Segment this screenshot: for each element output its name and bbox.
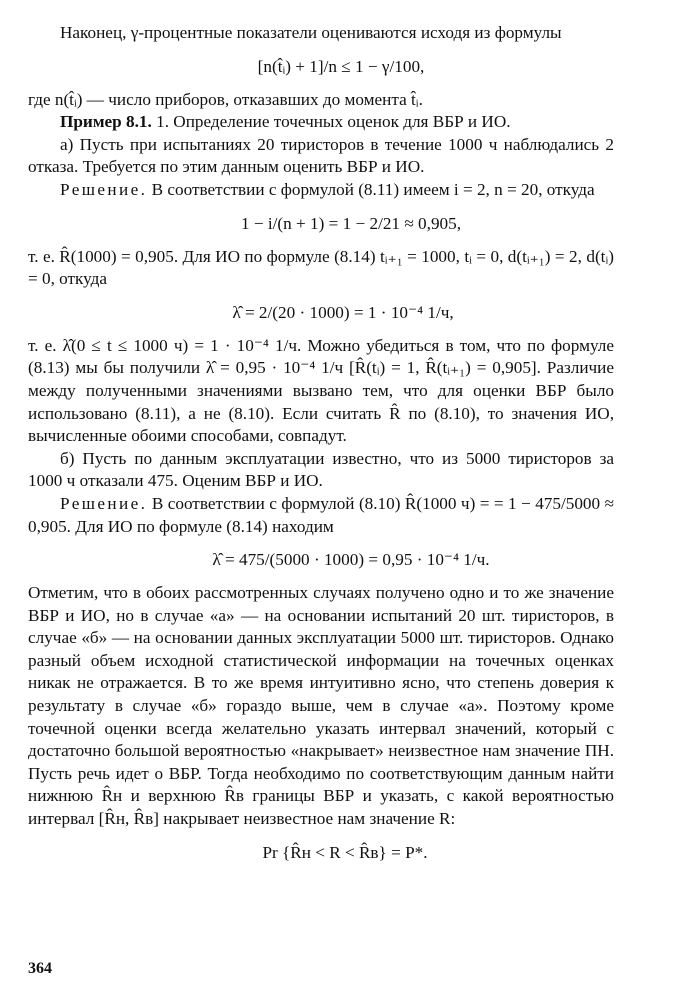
example-title: 1. Определение точечных оценок для ВБР и ИО. <box>156 112 511 132</box>
formula-gamma-percent: [n(t̂ᵢ) + 1]/n ≤ 1 − γ/100, <box>257 56 425 76</box>
example-heading <box>28 111 614 134</box>
solution-b-text: В соответствии с формулой (8.10) R̂(1000 ч) = = 1 − 475/5000 ≈ 0,905. Для ИО по формуле (8.14) находим <box>28 493 614 536</box>
page-number: 364 <box>28 960 52 977</box>
where-paragraph: где n(t̂ᵢ) — число приборов, отказавших до момента t̂ᵢ. <box>28 89 423 109</box>
example-label: Пример 8.1. <box>60 112 152 132</box>
part-b-paragraph: б) Пусть по данным эксплуатации известно, что из 5000 тиристоров за 1000 ч отказали 475. Оценим ВБР и ИО. <box>28 448 614 491</box>
solution-a-label: Решение. <box>60 179 148 199</box>
solution-a-paragraph <box>28 179 614 202</box>
formula-failure-rate-b: λ̂ = 475/(5000 · 1000) = 0,95 · 10⁻⁴ 1/ч. <box>212 550 490 570</box>
part-a-paragraph: а) Пусть при испытаниях 20 тиристоров в течение 1000 ч наблюдались 2 отказа. Требуется по этим данным оценить ВБР и ИО. <box>28 134 614 177</box>
solution-a-text: В соответствии с формулой (8.11) имеем i = 2, n = 20, откуда <box>151 179 595 199</box>
solution-b-paragraph <box>28 493 614 538</box>
formula-probability-interval: Pr {R̂н < R < R̂в} = P*. <box>262 842 428 862</box>
intro-paragraph: Наконец, γ-процентные показатели оцениваются исходя из формулы <box>60 23 562 42</box>
solution-b-label: Решение. <box>60 493 148 513</box>
formula-failure-rate-a: λ̂ = 2/(20 · 1000) = 1 · 10⁻⁴ 1/ч, <box>232 302 454 322</box>
formula-reliability: 1 − i/(n + 1) = 1 − 2/21 ≈ 0,905, <box>240 213 462 233</box>
conclusion-paragraph: Отметим, что в обоих рассмотренных случаях получено одно и то же значение ВБР и ИО, но в случае «а» — на основании испытаний 20 шт. тиристоров, в случае «б» — на основании данных эксплуатации 5000 шт. тиристоров. Однако разный объем исходной статистической информации на точечных оценках никак не отражается. В то же время интуитивно ясно, что степень доверия к результату в случае «б» гораздо выше, чем в случае «а». Поэтому кроме точечной оценки всегда желательно указать интервал значений, который с достаточно большой вероятностью «накрывает» неизвестное нам значение ПН. Пусть речь идет о ВБР. Тогда необходимо по соответствующим данным найти нижнюю R̂н и верхнюю R̂в границы ВБР и указать, с какой вероятностью интервал [R̂н, R̂в] накрывает неизвестное нам значение R: <box>28 583 614 829</box>
reliability-result-paragraph: т. е. R̂(1000) = 0,905. Для ИО по формуле (8.14) tᵢ₊₁ = 1000, tᵢ = 0, d(tᵢ₊₁) = 2, d(tᵢ) = 0, откуда <box>28 246 614 289</box>
comparison-paragraph: т. е. λ̂(0 ≤ t ≤ 1000 ч) = 1 · 10⁻⁴ 1/ч. Можно убедиться в том, что по формуле (8.13) мы бы получили λ̂ = 0,95 · 10⁻⁴ 1/ч [R̂(tᵢ) = 1, R̂(tᵢ₊₁) = 0,905]. Различие между полученными значениями вызвано тем, что для оценки ВБР было использовано (8.11), а не (8.10). Если считать R̂ по (8.10), то значения ИО, вычисленные обоими способами, совпадут. <box>28 335 614 446</box>
